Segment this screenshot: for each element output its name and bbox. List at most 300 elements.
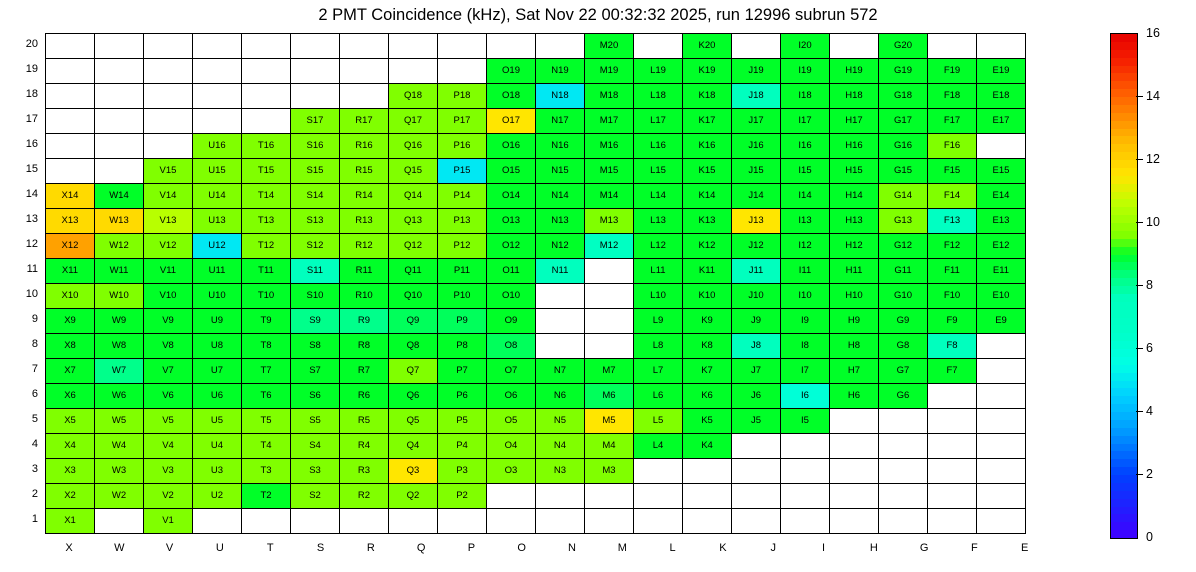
x-axis-tick-V: V xyxy=(165,542,174,554)
x-axis-tick-O: O xyxy=(517,542,526,554)
heatmap-cell-Q11: Q11 xyxy=(389,259,438,284)
colorbar-segment xyxy=(1111,365,1137,373)
heatmap-cell-empty xyxy=(634,484,683,509)
heatmap-cell-empty xyxy=(340,59,389,84)
heatmap-cell-empty xyxy=(536,484,585,509)
heatmap-cell-G6: G6 xyxy=(879,384,928,409)
heatmap-cell-empty xyxy=(634,459,683,484)
heatmap-cell-P7: P7 xyxy=(438,359,487,384)
heatmap-cell-V3: V3 xyxy=(144,459,193,484)
heatmap-cell-U7: U7 xyxy=(193,359,242,384)
heatmap-cell-E18: E18 xyxy=(977,84,1026,109)
heatmap-cell-empty xyxy=(340,34,389,59)
colorbar-tick-mark xyxy=(1136,222,1143,223)
heatmap-cell-empty xyxy=(340,84,389,109)
heatmap-cell-empty xyxy=(389,59,438,84)
colorbar-segment xyxy=(1111,144,1137,152)
colorbar-tick-0: 0 xyxy=(1146,530,1153,544)
heatmap-cell-P6: P6 xyxy=(438,384,487,409)
heatmap-cell-T14: T14 xyxy=(242,184,291,209)
heatmap-cell-G13: G13 xyxy=(879,209,928,234)
heatmap-cell-H11: H11 xyxy=(830,259,879,284)
heatmap-cell-O3: O3 xyxy=(487,459,536,484)
colorbar-segment xyxy=(1111,105,1137,113)
colorbar-segment xyxy=(1111,231,1137,239)
heatmap-cell-T16: T16 xyxy=(242,134,291,159)
colorbar-segment xyxy=(1111,66,1137,74)
heatmap-cell-K20: K20 xyxy=(683,34,732,59)
heatmap-cell-empty xyxy=(732,509,781,534)
heatmap-cell-L19: L19 xyxy=(634,59,683,84)
heatmap-cell-S7: S7 xyxy=(291,359,340,384)
heatmap-cell-H13: H13 xyxy=(830,209,879,234)
heatmap-cell-empty xyxy=(291,84,340,109)
heatmap-cell-P2: P2 xyxy=(438,484,487,509)
colorbar-segment xyxy=(1111,152,1137,160)
heatmap-cell-empty xyxy=(242,34,291,59)
heatmap-cell-empty xyxy=(585,259,634,284)
heatmap-cell-G7: G7 xyxy=(879,359,928,384)
colorbar-segment xyxy=(1111,223,1137,231)
heatmap-cell-O9: O9 xyxy=(487,309,536,334)
heatmap-cell-empty xyxy=(536,34,585,59)
heatmap-cell-X8: X8 xyxy=(46,334,95,359)
heatmap-cell-M18: M18 xyxy=(585,84,634,109)
heatmap-cell-I11: I11 xyxy=(781,259,830,284)
heatmap-cell-X9: X9 xyxy=(46,309,95,334)
heatmap-cell-F14: F14 xyxy=(928,184,977,209)
heatmap-cell-empty xyxy=(683,484,732,509)
heatmap-cell-J12: J12 xyxy=(732,234,781,259)
heatmap-cell-empty xyxy=(585,284,634,309)
heatmap-cell-H19: H19 xyxy=(830,59,879,84)
heatmap-cell-O5: O5 xyxy=(487,409,536,434)
colorbar-segment xyxy=(1111,310,1137,318)
heatmap-cell-empty xyxy=(977,34,1026,59)
heatmap-cell-H12: H12 xyxy=(830,234,879,259)
heatmap-cell-Q13: Q13 xyxy=(389,209,438,234)
heatmap-cell-S11: S11 xyxy=(291,259,340,284)
heatmap-cell-empty xyxy=(928,459,977,484)
heatmap-cell-K13: K13 xyxy=(683,209,732,234)
heatmap-cell-G16: G16 xyxy=(879,134,928,159)
heatmap-cell-L4: L4 xyxy=(634,434,683,459)
heatmap-cell-empty xyxy=(683,509,732,534)
y-axis-tick-2: 2 xyxy=(31,488,38,500)
heatmap-row xyxy=(46,509,1026,534)
heatmap-cell-L5: L5 xyxy=(634,409,683,434)
colorbar-segment xyxy=(1111,81,1137,89)
heatmap-cell-W12: W12 xyxy=(95,234,144,259)
heatmap-cell-N12: N12 xyxy=(536,234,585,259)
x-axis-tick-H: H xyxy=(869,542,878,554)
heatmap-cell-J13: J13 xyxy=(732,209,781,234)
heatmap-cell-L8: L8 xyxy=(634,334,683,359)
colorbar-segment xyxy=(1111,491,1137,499)
colorbar-segment xyxy=(1111,420,1137,428)
heatmap-cell-J17: J17 xyxy=(732,109,781,134)
heatmap-cell-T13: T13 xyxy=(242,209,291,234)
heatmap-cell-empty xyxy=(879,459,928,484)
heatmap-cell-empty xyxy=(977,509,1026,534)
heatmap-cell-K10: K10 xyxy=(683,284,732,309)
heatmap-cell-V5: V5 xyxy=(144,409,193,434)
heatmap-cell-I19: I19 xyxy=(781,59,830,84)
heatmap-cell-empty xyxy=(291,509,340,534)
colorbar-segment xyxy=(1111,530,1137,538)
colorbar-segment xyxy=(1111,97,1137,105)
heatmap-grid xyxy=(45,33,1026,534)
heatmap-cell-empty xyxy=(242,59,291,84)
heatmap-cell-U10: U10 xyxy=(193,284,242,309)
heatmap-cell-R8: R8 xyxy=(340,334,389,359)
heatmap-cell-G19: G19 xyxy=(879,59,928,84)
heatmap-cell-S17: S17 xyxy=(291,109,340,134)
colorbar-segment xyxy=(1111,451,1137,459)
heatmap-cell-U15: U15 xyxy=(193,159,242,184)
heatmap-cell-empty xyxy=(977,359,1026,384)
heatmap-cell-empty xyxy=(830,509,879,534)
heatmap-cell-K6: K6 xyxy=(683,384,732,409)
heatmap-cell-I8: I8 xyxy=(781,334,830,359)
colorbar-tick-mark xyxy=(1136,348,1143,349)
colorbar xyxy=(1110,33,1138,539)
colorbar-segment xyxy=(1111,270,1137,278)
heatmap-cell-V2: V2 xyxy=(144,484,193,509)
heatmap-cell-G9: G9 xyxy=(879,309,928,334)
heatmap-cell-I20: I20 xyxy=(781,34,830,59)
heatmap-cell-N6: N6 xyxy=(536,384,585,409)
heatmap-cell-empty xyxy=(879,434,928,459)
y-axis-tick-3: 3 xyxy=(31,463,38,475)
heatmap-cell-F13: F13 xyxy=(928,209,977,234)
heatmap-cell-empty xyxy=(830,434,879,459)
heatmap-cell-Q17: Q17 xyxy=(389,109,438,134)
heatmap-cell-O12: O12 xyxy=(487,234,536,259)
heatmap-cell-M12: M12 xyxy=(585,234,634,259)
heatmap-cell-V6: V6 xyxy=(144,384,193,409)
heatmap-cell-empty xyxy=(977,484,1026,509)
colorbar-segment xyxy=(1111,207,1137,215)
heatmap-cell-L9: L9 xyxy=(634,309,683,334)
heatmap-cell-S4: S4 xyxy=(291,434,340,459)
colorbar-tick-16: 16 xyxy=(1146,26,1160,40)
x-axis-tick-W: W xyxy=(114,542,125,554)
heatmap-row xyxy=(46,384,1026,409)
colorbar-segment xyxy=(1111,428,1137,436)
heatmap-cell-P12: P12 xyxy=(438,234,487,259)
heatmap-cell-M14: M14 xyxy=(585,184,634,209)
heatmap-cell-K17: K17 xyxy=(683,109,732,134)
x-axis-tick-P: P xyxy=(467,542,476,554)
heatmap-cell-T11: T11 xyxy=(242,259,291,284)
heatmap-cell-empty xyxy=(144,84,193,109)
heatmap-row xyxy=(46,184,1026,209)
x-axis-tick-F: F xyxy=(971,542,978,554)
heatmap-row xyxy=(46,434,1026,459)
heatmap-cell-T5: T5 xyxy=(242,409,291,434)
heatmap-cell-empty xyxy=(438,509,487,534)
colorbar-tick-8: 8 xyxy=(1146,278,1153,292)
heatmap-cell-R17: R17 xyxy=(340,109,389,134)
colorbar-segment xyxy=(1111,294,1137,302)
heatmap-cell-V10: V10 xyxy=(144,284,193,309)
heatmap-cell-M16: M16 xyxy=(585,134,634,159)
y-axis-tick-19: 19 xyxy=(25,63,38,75)
heatmap-cell-V9: V9 xyxy=(144,309,193,334)
x-axis-tick-S: S xyxy=(316,542,325,554)
heatmap-cell-J6: J6 xyxy=(732,384,781,409)
colorbar-segment xyxy=(1111,184,1137,192)
heatmap-cell-M3: M3 xyxy=(585,459,634,484)
heatmap-cell-S13: S13 xyxy=(291,209,340,234)
heatmap-cell-empty xyxy=(781,434,830,459)
heatmap-row xyxy=(46,409,1026,434)
heatmap-cell-H16: H16 xyxy=(830,134,879,159)
heatmap-cell-N4: N4 xyxy=(536,434,585,459)
heatmap-cell-O7: O7 xyxy=(487,359,536,384)
heatmap-cell-R13: R13 xyxy=(340,209,389,234)
x-axis-tick-J: J xyxy=(770,542,776,554)
heatmap-cell-F11: F11 xyxy=(928,259,977,284)
colorbar-segment xyxy=(1111,160,1137,168)
colorbar-segment xyxy=(1111,341,1137,349)
colorbar-segment xyxy=(1111,381,1137,389)
heatmap-cell-L11: L11 xyxy=(634,259,683,284)
heatmap-cell-M19: M19 xyxy=(585,59,634,84)
heatmap-cell-empty xyxy=(928,509,977,534)
colorbar-segment xyxy=(1111,176,1137,184)
heatmap-cell-U5: U5 xyxy=(193,409,242,434)
heatmap-cell-M7: M7 xyxy=(585,359,634,384)
heatmap-cell-empty xyxy=(95,109,144,134)
colorbar-tick-10: 10 xyxy=(1146,215,1160,229)
heatmap-cell-S5: S5 xyxy=(291,409,340,434)
heatmap-cell-S12: S12 xyxy=(291,234,340,259)
heatmap-row xyxy=(46,34,1026,59)
heatmap-cell-G18: G18 xyxy=(879,84,928,109)
heatmap-cell-F19: F19 xyxy=(928,59,977,84)
heatmap-cell-L10: L10 xyxy=(634,284,683,309)
heatmap-cell-X3: X3 xyxy=(46,459,95,484)
heatmap-cell-P9: P9 xyxy=(438,309,487,334)
heatmap-cell-M6: M6 xyxy=(585,384,634,409)
y-axis-tick-1: 1 xyxy=(31,513,38,525)
heatmap-cell-F18: F18 xyxy=(928,84,977,109)
heatmap-cell-empty xyxy=(830,34,879,59)
heatmap-cell-Q5: Q5 xyxy=(389,409,438,434)
heatmap-cell-empty xyxy=(830,409,879,434)
heatmap-cell-K5: K5 xyxy=(683,409,732,434)
colorbar-segment xyxy=(1111,286,1137,294)
x-axis-tick-T: T xyxy=(266,542,274,554)
heatmap-cell-R4: R4 xyxy=(340,434,389,459)
heatmap-cell-empty xyxy=(977,459,1026,484)
heatmap-cell-N7: N7 xyxy=(536,359,585,384)
colorbar-segment xyxy=(1111,113,1137,121)
heatmap-cell-T15: T15 xyxy=(242,159,291,184)
colorbar-segment xyxy=(1111,483,1137,491)
heatmap-cell-T7: T7 xyxy=(242,359,291,384)
heatmap-cell-T6: T6 xyxy=(242,384,291,409)
heatmap-cell-M15: M15 xyxy=(585,159,634,184)
y-axis-tick-18: 18 xyxy=(25,88,38,100)
heatmap-cell-H14: H14 xyxy=(830,184,879,209)
x-axis-tick-U: U xyxy=(215,542,224,554)
heatmap-cell-H6: H6 xyxy=(830,384,879,409)
heatmap-cell-F12: F12 xyxy=(928,234,977,259)
heatmap-cell-empty xyxy=(95,159,144,184)
colorbar-segment xyxy=(1111,50,1137,58)
heatmap-cell-O15: O15 xyxy=(487,159,536,184)
colorbar-segment xyxy=(1111,168,1137,176)
heatmap-cell-empty xyxy=(242,84,291,109)
heatmap-cell-empty xyxy=(144,59,193,84)
heatmap-cell-P14: P14 xyxy=(438,184,487,209)
heatmap-cell-W6: W6 xyxy=(95,384,144,409)
heatmap-cell-R10: R10 xyxy=(340,284,389,309)
heatmap-cell-S10: S10 xyxy=(291,284,340,309)
heatmap-cell-R12: R12 xyxy=(340,234,389,259)
heatmap-cell-V12: V12 xyxy=(144,234,193,259)
heatmap-cell-W5: W5 xyxy=(95,409,144,434)
heatmap-cell-L6: L6 xyxy=(634,384,683,409)
heatmap-cell-Q16: Q16 xyxy=(389,134,438,159)
colorbar-segment xyxy=(1111,373,1137,381)
heatmap-cell-empty xyxy=(46,159,95,184)
colorbar-segment xyxy=(1111,192,1137,200)
heatmap-cell-empty xyxy=(781,484,830,509)
heatmap-cell-empty xyxy=(46,59,95,84)
heatmap-cell-K11: K11 xyxy=(683,259,732,284)
heatmap-cell-empty xyxy=(46,134,95,159)
heatmap-cell-empty xyxy=(977,134,1026,159)
heatmap-cell-P5: P5 xyxy=(438,409,487,434)
heatmap-cell-F9: F9 xyxy=(928,309,977,334)
heatmap-cell-G8: G8 xyxy=(879,334,928,359)
x-axis-tick-M: M xyxy=(617,542,627,554)
colorbar-segment xyxy=(1111,522,1137,530)
heatmap-cell-X13: X13 xyxy=(46,209,95,234)
heatmap-cell-O19: O19 xyxy=(487,59,536,84)
heatmap-cell-empty xyxy=(781,509,830,534)
heatmap-cell-W3: W3 xyxy=(95,459,144,484)
heatmap-cell-empty xyxy=(585,484,634,509)
heatmap-cell-N11: N11 xyxy=(536,259,585,284)
colorbar-segment xyxy=(1111,388,1137,396)
heatmap-row xyxy=(46,59,1026,84)
colorbar-segment xyxy=(1111,239,1137,247)
heatmap-cell-N13: N13 xyxy=(536,209,585,234)
colorbar-segment xyxy=(1111,302,1137,310)
heatmap-cell-empty xyxy=(95,84,144,109)
heatmap-cell-empty xyxy=(732,484,781,509)
heatmap-cell-empty xyxy=(193,109,242,134)
colorbar-segment xyxy=(1111,58,1137,66)
heatmap-cell-S14: S14 xyxy=(291,184,340,209)
heatmap-cell-O8: O8 xyxy=(487,334,536,359)
y-axis-tick-14: 14 xyxy=(25,188,38,200)
colorbar-segment xyxy=(1111,325,1137,333)
heatmap-cell-empty xyxy=(585,334,634,359)
heatmap-cell-Q2: Q2 xyxy=(389,484,438,509)
heatmap-cell-F8: F8 xyxy=(928,334,977,359)
heatmap-cell-O14: O14 xyxy=(487,184,536,209)
heatmap-cell-J5: J5 xyxy=(732,409,781,434)
y-axis-tick-16: 16 xyxy=(25,138,38,150)
heatmap-cell-E17: E17 xyxy=(977,109,1026,134)
heatmap-cell-K16: K16 xyxy=(683,134,732,159)
heatmap-cell-N18: N18 xyxy=(536,84,585,109)
heatmap-cell-empty xyxy=(95,34,144,59)
heatmap-cell-U4: U4 xyxy=(193,434,242,459)
heatmap-cell-K8: K8 xyxy=(683,334,732,359)
heatmap-cell-empty xyxy=(242,509,291,534)
heatmap-cell-F17: F17 xyxy=(928,109,977,134)
heatmap-cell-H17: H17 xyxy=(830,109,879,134)
colorbar-segment xyxy=(1111,136,1137,144)
heatmap-cell-T4: T4 xyxy=(242,434,291,459)
heatmap-cell-empty xyxy=(536,284,585,309)
heatmap-cell-empty xyxy=(928,34,977,59)
heatmap-cell-O10: O10 xyxy=(487,284,536,309)
heatmap-cell-Q8: Q8 xyxy=(389,334,438,359)
heatmap-cell-I14: I14 xyxy=(781,184,830,209)
heatmap-cell-Q6: Q6 xyxy=(389,384,438,409)
heatmap-cell-F7: F7 xyxy=(928,359,977,384)
heatmap-cell-I16: I16 xyxy=(781,134,830,159)
heatmap-cell-L14: L14 xyxy=(634,184,683,209)
colorbar-segment xyxy=(1111,412,1137,420)
colorbar-tick-14: 14 xyxy=(1146,89,1160,103)
colorbar-segment xyxy=(1111,255,1137,263)
heatmap-cell-R15: R15 xyxy=(340,159,389,184)
heatmap-cell-R11: R11 xyxy=(340,259,389,284)
heatmap-cell-empty xyxy=(487,484,536,509)
heatmap-cell-U8: U8 xyxy=(193,334,242,359)
heatmap-cell-V15: V15 xyxy=(144,159,193,184)
heatmap-cell-E9: E9 xyxy=(977,309,1026,334)
heatmap-cell-T3: T3 xyxy=(242,459,291,484)
heatmap-cell-empty xyxy=(144,34,193,59)
y-axis-tick-15: 15 xyxy=(25,163,38,175)
heatmap-cell-K4: K4 xyxy=(683,434,732,459)
heatmap-cell-empty xyxy=(193,509,242,534)
heatmap-row xyxy=(46,209,1026,234)
heatmap-cell-I7: I7 xyxy=(781,359,830,384)
heatmap-cell-empty xyxy=(536,309,585,334)
heatmap-cell-empty xyxy=(95,59,144,84)
x-axis-tick-X: X xyxy=(65,542,73,554)
x-axis-tick-I: I xyxy=(821,542,826,554)
heatmap-cell-M5: M5 xyxy=(585,409,634,434)
heatmap-cell-O4: O4 xyxy=(487,434,536,459)
heatmap-cell-empty xyxy=(732,459,781,484)
heatmap-cell-L15: L15 xyxy=(634,159,683,184)
heatmap-cell-K15: K15 xyxy=(683,159,732,184)
y-axis-tick-10: 10 xyxy=(25,288,38,300)
heatmap-cell-U16: U16 xyxy=(193,134,242,159)
heatmap-cell-L18: L18 xyxy=(634,84,683,109)
heatmap-cell-L16: L16 xyxy=(634,134,683,159)
heatmap-cell-Q15: Q15 xyxy=(389,159,438,184)
heatmap-cell-empty xyxy=(46,84,95,109)
heatmap-cell-J15: J15 xyxy=(732,159,781,184)
colorbar-segment xyxy=(1111,247,1137,255)
heatmap-cell-Q18: Q18 xyxy=(389,84,438,109)
heatmap-cell-empty xyxy=(928,434,977,459)
heatmap-cell-W10: W10 xyxy=(95,284,144,309)
